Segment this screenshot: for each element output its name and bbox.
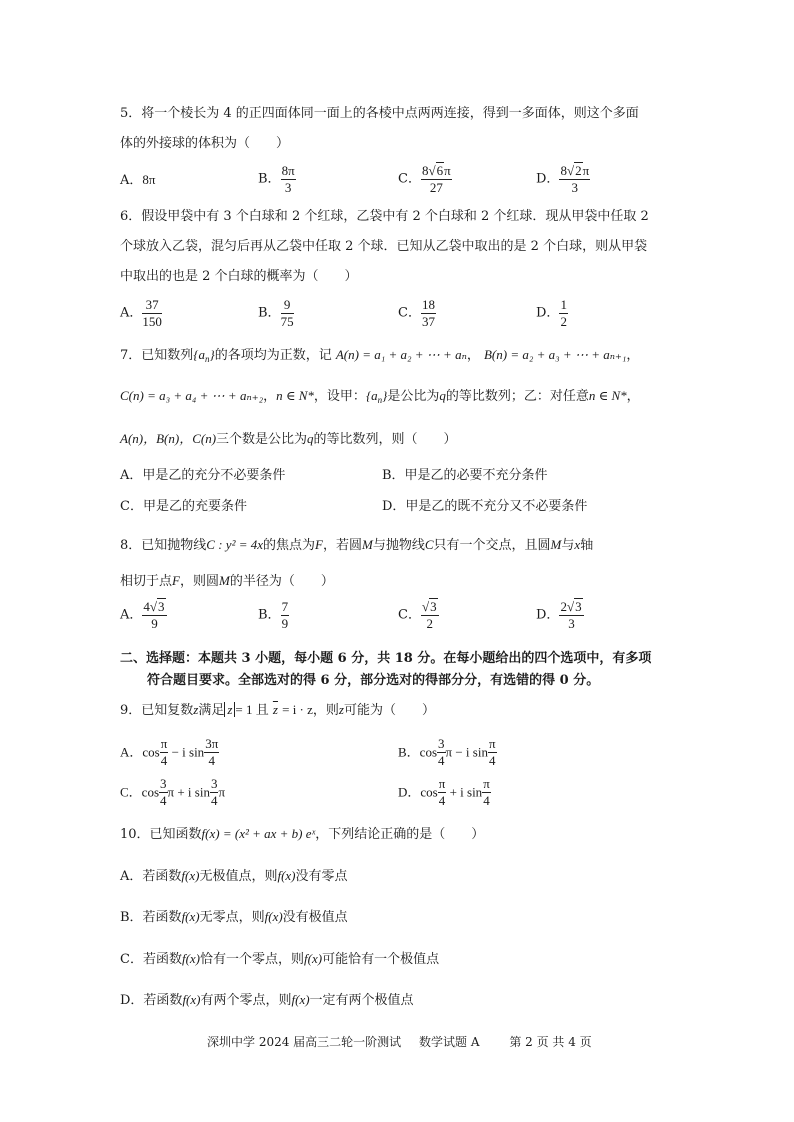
q5-option-a: A．8π: [120, 172, 156, 188]
footer-subject: 数学试题 A: [419, 1035, 480, 1049]
q5-line1: 5．将一个棱长为 4 的正四面体同一面上的各棱中点两两连接，得到一多面体，则这个多面: [120, 106, 639, 121]
q8-option-d: D． $\frac{2√3}{3}$: [536, 599, 582, 631]
footer: [207, 1036, 592, 1048]
q7-line3: A(n)，B(n)，C(n)三个数是公比为q的等比数列，则（ ）: [120, 431, 457, 447]
q7-line2: C(n) = a₃ + a₄ + ⋯ + aₙ₊₂，n ∈ N*，设甲：$\{a_n\}$是公比为q的等比数列；乙：对任意n ∈ N*，: [120, 388, 640, 405]
q5-option-b: B． $\frac{8\pi}{3}$: [258, 163, 295, 195]
q7-option-a: A．甲是乙的充分不必要条件: [120, 468, 286, 483]
fraction: $\frac{18}{37}$: [421, 297, 435, 329]
q8-line1: 8．已知抛物线C : y² = 4x的焦点为F，若圆M与抛物线C只有一个交点，且圆M与x轴: [120, 537, 594, 553]
fraction: $\frac{9}{75}$: [280, 297, 294, 329]
q5-option-d: D． $\frac{8√2\pi}{3}$: [536, 163, 590, 195]
fraction: $\frac{4√3}{9}$: [143, 599, 165, 631]
fraction: $\frac{7}{9}$: [281, 599, 289, 631]
q6-line1: 6．假设甲袋中有 3 个白球和 2 个红球，乙袋中有 2 个白球和 2 个红球．现从甲袋中任取 2: [120, 209, 649, 224]
q6-option-c: C． $\frac{18}{37}$: [398, 297, 435, 329]
q7-option-c: C．甲是乙的充要条件: [120, 499, 247, 514]
fraction: $\frac{8√2\pi}{3}$: [560, 163, 590, 195]
q6-option-a: A． $\frac{37}{150}$: [120, 297, 162, 329]
fraction: $\frac{8√6\pi}{27}$: [421, 163, 451, 195]
q10-line1: 10．已知函数f(x) = (x² + ax + b) eˣ，下列结论正确的是（ ）: [120, 826, 485, 842]
q5-option-c: C． $\frac{8√6\pi}{27}$: [398, 163, 451, 195]
q9-option-a: A．cos $\frac{\pi}{4}$ − i sin $\frac{3\pi}{4}$: [120, 736, 219, 768]
q10-option-b: B．若函数f(x)无零点，则f(x)没有极值点: [120, 909, 348, 925]
fraction: $\frac{√3}{2}$: [421, 599, 437, 631]
q10-option-a: A．若函数f(x)无极值点，则f(x)没有零点: [120, 868, 348, 884]
fraction: $\frac{2√3}{3}$: [560, 599, 582, 631]
q6-option-d: D． $\frac{1}{2}$: [536, 297, 567, 329]
q7-option-b: B．甲是乙的必要不充分条件: [382, 468, 548, 483]
footer-page: 第 2 页 共 4 页: [509, 1035, 592, 1049]
q7-line1: 7．已知数列$\{a_n\}$的各项均为正数，记 A(n) = a₁ + a₂ + ⋯ + aₙ， B(n) = a₂ + a₃ + ⋯ + aₙ₊₁，: [120, 347, 640, 364]
q9-option-d: D．cos $\frac{\pi}{4}$ + i sin $\frac{\pi}{4}$: [398, 776, 490, 808]
q10-option-c: C．若函数f(x)恰有一个零点，则f(x)可能恰有一个极值点: [120, 951, 440, 967]
fraction: $\frac{1}{2}$: [560, 297, 567, 329]
q6-line3: 中取出的也是 2 个白球的概率为（ ）: [120, 269, 358, 284]
q7-option-d: D．甲是乙的既不充分又不必要条件: [382, 499, 588, 514]
q8-option-c: C． $\frac{√3}{2}$: [398, 599, 437, 631]
q9-option-b: B．cos $\frac{3}{4}$ π − i sin $\frac{\pi}{4}$: [398, 736, 496, 768]
q9-option-c: C．cos $\frac{3}{4}$ π + i sin $\frac{3}{4}$ π: [120, 776, 226, 808]
q8-option-b: B． $\frac{7}{9}$: [258, 599, 289, 631]
q8-line2: 相切于点F，则圆M的半径为（ ）: [120, 573, 334, 589]
q6-line2: 个球放入乙袋，混匀后再从乙袋中任取 2 个球．已知从乙袋中取出的是 2 个白球，则从甲袋: [120, 239, 648, 254]
section-heading-line2: 符合题目要求。全部选对的得 6 分，部分选对的得部分分，有选错的得 0 分。: [147, 673, 600, 688]
q8-option-a: A． $\frac{4√3}{9}$: [120, 599, 165, 631]
q5-line2: 体的外接球的体积为（ ）: [120, 136, 290, 151]
section-heading-line1: 二、选择题：本题共 3 小题，每小题 6 分，共 18 分。在每小题给出的四个选项中，有多项: [120, 651, 652, 666]
fraction: $\frac{37}{150}$: [142, 297, 162, 329]
q6-option-b: B． $\frac{9}{75}$: [258, 297, 294, 329]
footer-school: 深圳中学 2024 届高三二轮一阶测试: [207, 1035, 402, 1049]
q9-line1: 9．已知复数z满足 z = 1 且 $\overline{z} = i \cdot z$，则z可能为（ ）: [120, 702, 435, 718]
fraction: $\frac{8\pi}{3}$: [281, 163, 295, 195]
q10-option-d: D．若函数f(x)有两个零点，则f(x)一定有两个极值点: [120, 992, 414, 1008]
